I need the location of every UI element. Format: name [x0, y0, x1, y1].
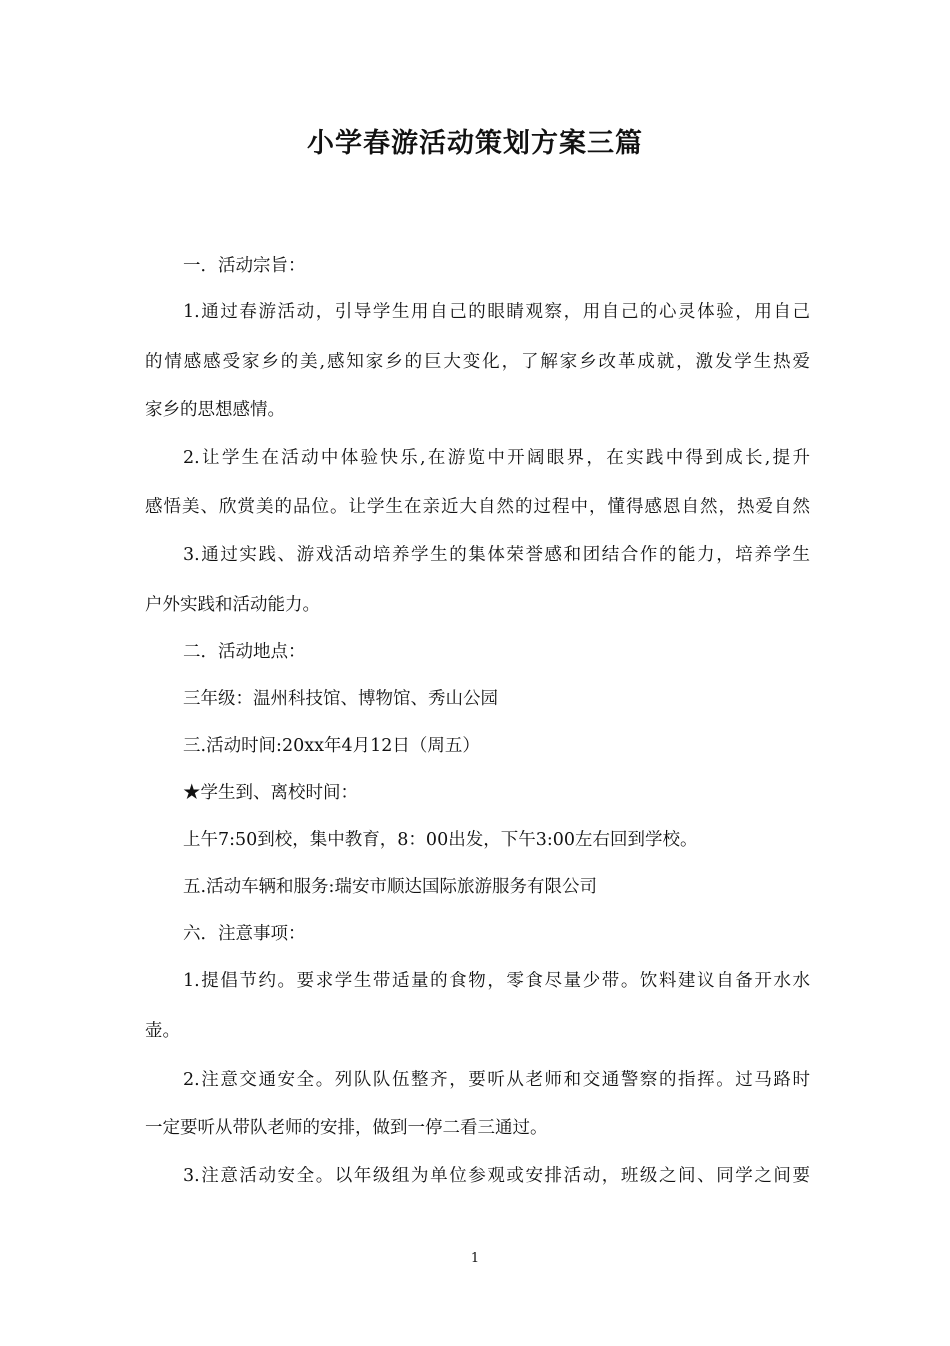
document-title: 小学春游活动策划方案三篇 [307, 128, 643, 159]
paragraph-line: 上午7:50到校，集中教育，8：00出发，下午3:00左右回到学校。 [183, 830, 698, 850]
paragraph-line: 壶。 [145, 1021, 180, 1041]
paragraph-line: 2.注意交通安全。列队队伍整齐，要听从老师和交通警察的指挥。过马路时 [183, 1070, 810, 1090]
section-heading-location: 二．活动地点： [183, 642, 306, 662]
paragraph-line: 家乡的思想感情。 [145, 400, 285, 420]
paragraph-line: 户外实践和活动能力。 [145, 595, 320, 615]
section-heading-time: 三.活动时间:20xx年4月12日（周五） [183, 736, 480, 756]
paragraph-line: 3.通过实践、游戏活动培养学生的集体荣誉感和团结合作的能力，培养学生 [183, 545, 810, 565]
page-number: 1 [470, 1251, 480, 1266]
section-heading-notes: 六．注意事项： [183, 924, 306, 944]
paragraph-line: 一定要听从带队老师的安排，做到一停二看三通过。 [145, 1118, 548, 1138]
paragraph-line: 感悟美、欣赏美的品位。让学生在亲近大自然的过程中，懂得感恩自然，热爱自然 [145, 497, 810, 517]
paragraph-line: 的情感感受家乡的美,感知家乡的巨大变化，了解家乡改革成就，激发学生热爱 [145, 352, 810, 372]
paragraph-line: 1.通过春游活动，引导学生用自己的眼睛观察，用自己的心灵体验，用自己 [183, 302, 810, 322]
paragraph-line: 2.让学生在活动中体验快乐,在游览中开阔眼界，在实践中得到成长,提升 [183, 448, 810, 468]
section-heading-vehicles: 五.活动车辆和服务:瑞安市顺达国际旅游服务有限公司 [183, 877, 597, 897]
section-heading-purpose: 一．活动宗旨： [183, 256, 306, 276]
paragraph-line: 1.提倡节约。要求学生带适量的食物，零食尽量少带。饮料建议自备开水水 [183, 971, 810, 991]
paragraph-line: ★学生到、离校时间： [183, 783, 358, 803]
paragraph-line: 三年级：温州科技馆、博物馆、秀山公园 [183, 689, 498, 709]
paragraph-line: 3.注意活动安全。以年级组为单位参观或安排活动，班级之间、同学之间要 [183, 1166, 810, 1186]
